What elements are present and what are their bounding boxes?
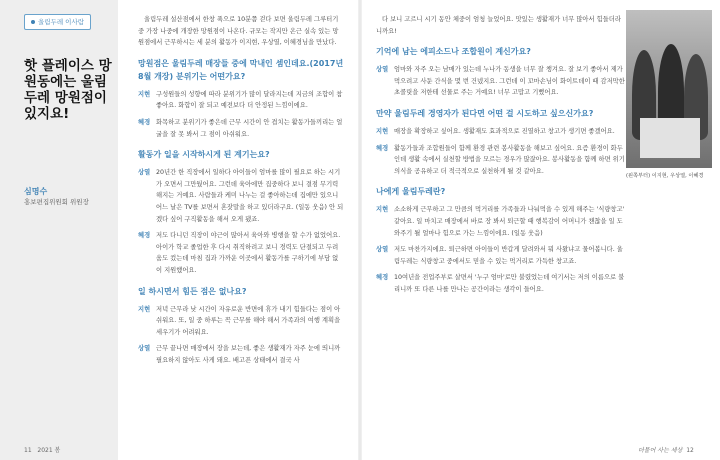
speaker-label: 혜경 <box>138 232 151 240</box>
question-heading: 나에게 울림두레란? <box>376 187 446 197</box>
answer-paragraph <box>376 244 626 267</box>
answer-text: 저녁 근무라 낮 시간이 자유로운 반면에 휴가 내기 힘들다는 점이 아쉬워요. 또, 일 중 하루는 꼭 근무를 해야 해서 가족과의 여행 계획을 세우기가 어려워요. <box>156 305 341 336</box>
magazine-logo: 더불어 사는 세상 <box>638 447 683 454</box>
author-name: 심명수 <box>24 187 48 196</box>
answer-paragraph <box>138 343 344 366</box>
answer-text: 20년간 한 직장에서 일하다 아이들이 엄마를 많이 필요로 하는 시기가 오면서 그만뒀어요. 그런데 육아에만 집중하다 보니 결점 무기력해지는 거예요. 사람들과 케미 나누는 걸 좋아하는데 집에만 있으니 어느 날은 TV를 보면서 혼잣말을 하고 있더라구요. (일동 웃음) 안 되겠다 싶어 구직활동을 해서 오게 됐죠. <box>156 169 344 223</box>
sidebar-panel <box>0 0 118 460</box>
question-heading: 만약 울림두레 경영자가 된다면 어떤 걸 시도하고 싶으신가요? <box>376 108 594 118</box>
question-heading: 기억에 남는 에피소드나 조합원이 계신가요? <box>376 47 531 57</box>
speaker-label: 지현 <box>138 305 151 313</box>
answer-paragraph <box>138 230 344 276</box>
answer-text: 구성원들의 성향에 따라 분위기가 많이 달라지는데 지금의 조합이 참 좋아요. 화합이 잘 되고 예전보다 더 안정된 느낌이에요. <box>156 90 343 110</box>
answer-paragraph <box>138 167 344 225</box>
answer-text: 근무 끝나면 매장에서 장을 보는데, 좋은 생활재가 자주 눈에 띄니까 필요하지 않아도 사게 돼요. 배고픈 상태에서 결국 사 <box>156 345 341 364</box>
left-column <box>138 14 344 371</box>
speaker-label: 혜경 <box>138 118 151 126</box>
right-column <box>376 14 626 301</box>
speaker-label: 상열 <box>138 169 151 177</box>
question-heading: 활동가 일을 시작하시게 된 계기는요? <box>138 150 270 160</box>
answer-paragraph <box>376 272 626 295</box>
answer-paragraph <box>138 89 344 112</box>
intro-paragraph: 다 보니 고르니 시기 동안 체중이 엄청 늘었어요. 맛있는 생활재가 너무 많아서 힘들더라니까요! <box>376 16 621 35</box>
answer-text: 소소하게 근무하고 그 만큼의 먹거리를 가족들과 나눠먹을 수 있게 해주는 '식량창고' 같아요. 일 마치고 매장에서 바로 장 봐서 퇴근할 때 행복감이 어머니가 챈찮을 일 도와주기 될 얼마나 힘으로 가는 느낌이에요. (일동 웃음) <box>394 206 625 237</box>
answer-text: 매장을 확장하고 싶어요. 생활재도 효과적으로 진열하고 창고가 생기면 좋겠어요. <box>394 127 615 135</box>
speaker-label: 혜경 <box>376 274 389 282</box>
speaker-label: 지현 <box>138 90 151 98</box>
question-heading: 망원점은 울림두레 매장들 중에 막내인 셈인데요.(2017년 8월 개장) 분위기는 어떤가요? <box>138 58 344 81</box>
page-number: 12 <box>686 447 694 454</box>
answer-paragraph <box>138 117 344 140</box>
speaker-label: 혜경 <box>376 144 389 152</box>
answer-paragraph <box>376 204 626 239</box>
interview-photo <box>626 10 712 168</box>
answer-text: 10여년을 전업주부로 살면서 '누구 엄마'로만 불렸었는데 여기서는 저의 이름으로 불리니까 또 다른 나를 만나는 공간이라는 생각이 들어요. <box>394 274 625 293</box>
speaker-label: 상열 <box>376 66 389 74</box>
author-role: 홍보편집위원회 위원장 <box>24 198 89 206</box>
answer-paragraph <box>376 143 626 178</box>
section-tag-label: 울림두레 이사람 <box>38 18 85 26</box>
answer-text: 저도 다니던 직장이 야근이 많아서 육아와 병행을 할 수가 없었어요. 아이가 학교 졸업한 후 다시 취직하려고 보니 경력도 단절되고 두려움도 컸는데 마침 집과 가까운 이곳에서 활동가를 구하기에 부담 없이 지원했어요. <box>156 232 341 274</box>
answer-paragraph <box>376 126 626 138</box>
answer-text: 엄마와 자주 오는 남매가 있는데 누나가 동생을 너무 잘 챙겨요. 잘 보기 좋아서 제가 먹으려고 사둔 간식을 몇 번 건넸지요. 그런데 이 꼬마손님이 화이트데이 때 감저막한 초콜릿을 저한테 선물로 주는 거예요! 너무 고맙고 기뻤어요. <box>394 66 625 97</box>
answer-text: 저도 마찬가지에요. 퇴근하면 아이들이 반갑게 달려와서 뭐 사왔냐고 물어봅니다. 울림두레는 식량창고 중에서도 믿을 수 있는 먹거리로 가득한 창고죠. <box>394 246 623 265</box>
speaker-label: 상열 <box>138 345 151 353</box>
photo-caption: (왼쪽부터) 이지현, 우상열, 이혜경 <box>626 173 704 179</box>
page-number-right <box>638 445 694 454</box>
page-number-left <box>24 445 60 454</box>
answer-paragraph <box>376 64 626 99</box>
page-number: 11 <box>24 447 32 454</box>
speaker-label: 지현 <box>376 206 389 214</box>
bullet-icon <box>31 20 35 24</box>
intro-paragraph: 울림두레 설산점에서 한창 푹으로 10분쯤 걷다 보면 울림두레 그루터기 중 가장 나중에 개장한 망원점이 나온다. 규모는 작지만 온근 실속 있는 망원점에서 근무하시는 세 분의 활동가 이지현, 우상열, 이혜경님을 만났다. <box>138 16 339 47</box>
answer-text: 활동가들과 조합원들이 함께 환경 관련 봉사활동을 해보고 싶어요. 요즘 환경이 화두인데 생활 속에서 실천할 방법을 모르는 경우가 많잖아요. 봉사활동을 함께 하면 위기의식을 공유하고 더 적극적으로 실천하게 될 것 같아요. <box>394 144 625 175</box>
answer-text: 화목하고 분위기가 좋은데 근무 시간이 안 겹치는 활동가들끼리는 얼굴을 잘 못 봐서 그 점이 아쉬워요. <box>156 118 343 138</box>
section-tag <box>24 14 91 30</box>
issue-date: 2021 봄 <box>37 447 61 454</box>
display-box <box>640 118 700 158</box>
speaker-label: 지현 <box>376 127 389 135</box>
question-heading: 일 하시면서 힘든 점은 없나요? <box>138 286 247 296</box>
answer-paragraph <box>138 304 344 339</box>
speaker-label: 상열 <box>376 246 389 254</box>
article-headline: 핫 플레이스 망원동에는 울림두레 망원점이 있지요! <box>24 58 112 122</box>
